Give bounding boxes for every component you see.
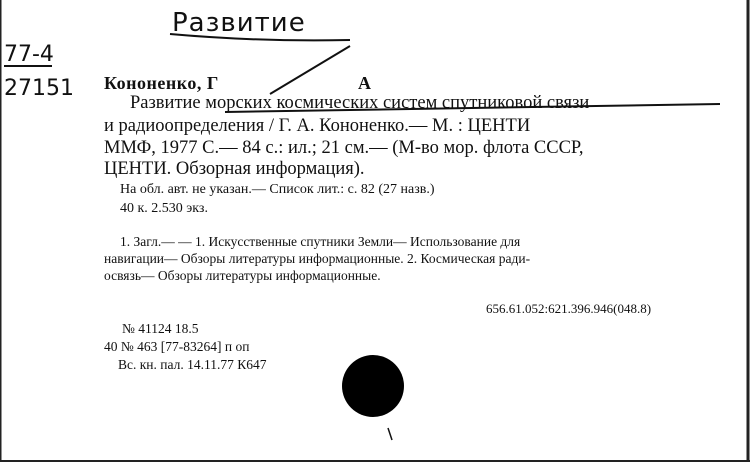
udc-code: 656.61.052:621.396.946(048.8) bbox=[486, 301, 652, 316]
record-number-2: 40 № 463 [77-83264] п оп bbox=[104, 339, 250, 354]
note-line-2: 40 к. 2.530 экз. bbox=[120, 201, 208, 216]
record-number-1: № 41124 18.5 bbox=[122, 321, 199, 336]
note-line-1: На обл. авт. не указан.— Список лит.: с. 82 (27 назв.) bbox=[120, 182, 435, 197]
subject-line-1: 1. Загл.— — 1. Искусственные спутники Земли— Использование для bbox=[120, 234, 521, 249]
handwritten-code-top: 77-4 bbox=[4, 42, 54, 67]
title-line-2: и радиоопределения / Г. А. Кононенко.— М. : ЦЕНТИ bbox=[104, 116, 531, 136]
author-name: Кононенко, Г bbox=[104, 73, 219, 93]
subject-line-2: навигации— Обзоры литературы информационные. 2. Космическая ради- bbox=[104, 251, 531, 266]
title-line-3: ММФ, 1977 С.— 84 с.: ил.; 21 см.— (М-во мор. флота СССР, bbox=[104, 138, 584, 158]
handwritten-code-bottom: 27151 bbox=[4, 76, 74, 101]
handwritten-underline-mark bbox=[170, 34, 350, 40]
title-line-1: Развитие морских космических систем спутниковой связи bbox=[130, 93, 590, 113]
record-number-3: Вс. кн. пал. 14.11.77 К647 bbox=[118, 357, 267, 372]
handwritten-title-note: Развитие bbox=[172, 8, 306, 38]
author-initial: А bbox=[358, 73, 371, 93]
diagonal-pen-stroke bbox=[270, 46, 350, 94]
title-line-4: ЦЕНТИ. Обзорная информация). bbox=[104, 159, 365, 179]
punch-hole bbox=[342, 355, 404, 417]
subject-line-3: освязь— Обзоры литературы информационные. bbox=[104, 268, 381, 283]
small-tick-mark bbox=[388, 428, 392, 440]
